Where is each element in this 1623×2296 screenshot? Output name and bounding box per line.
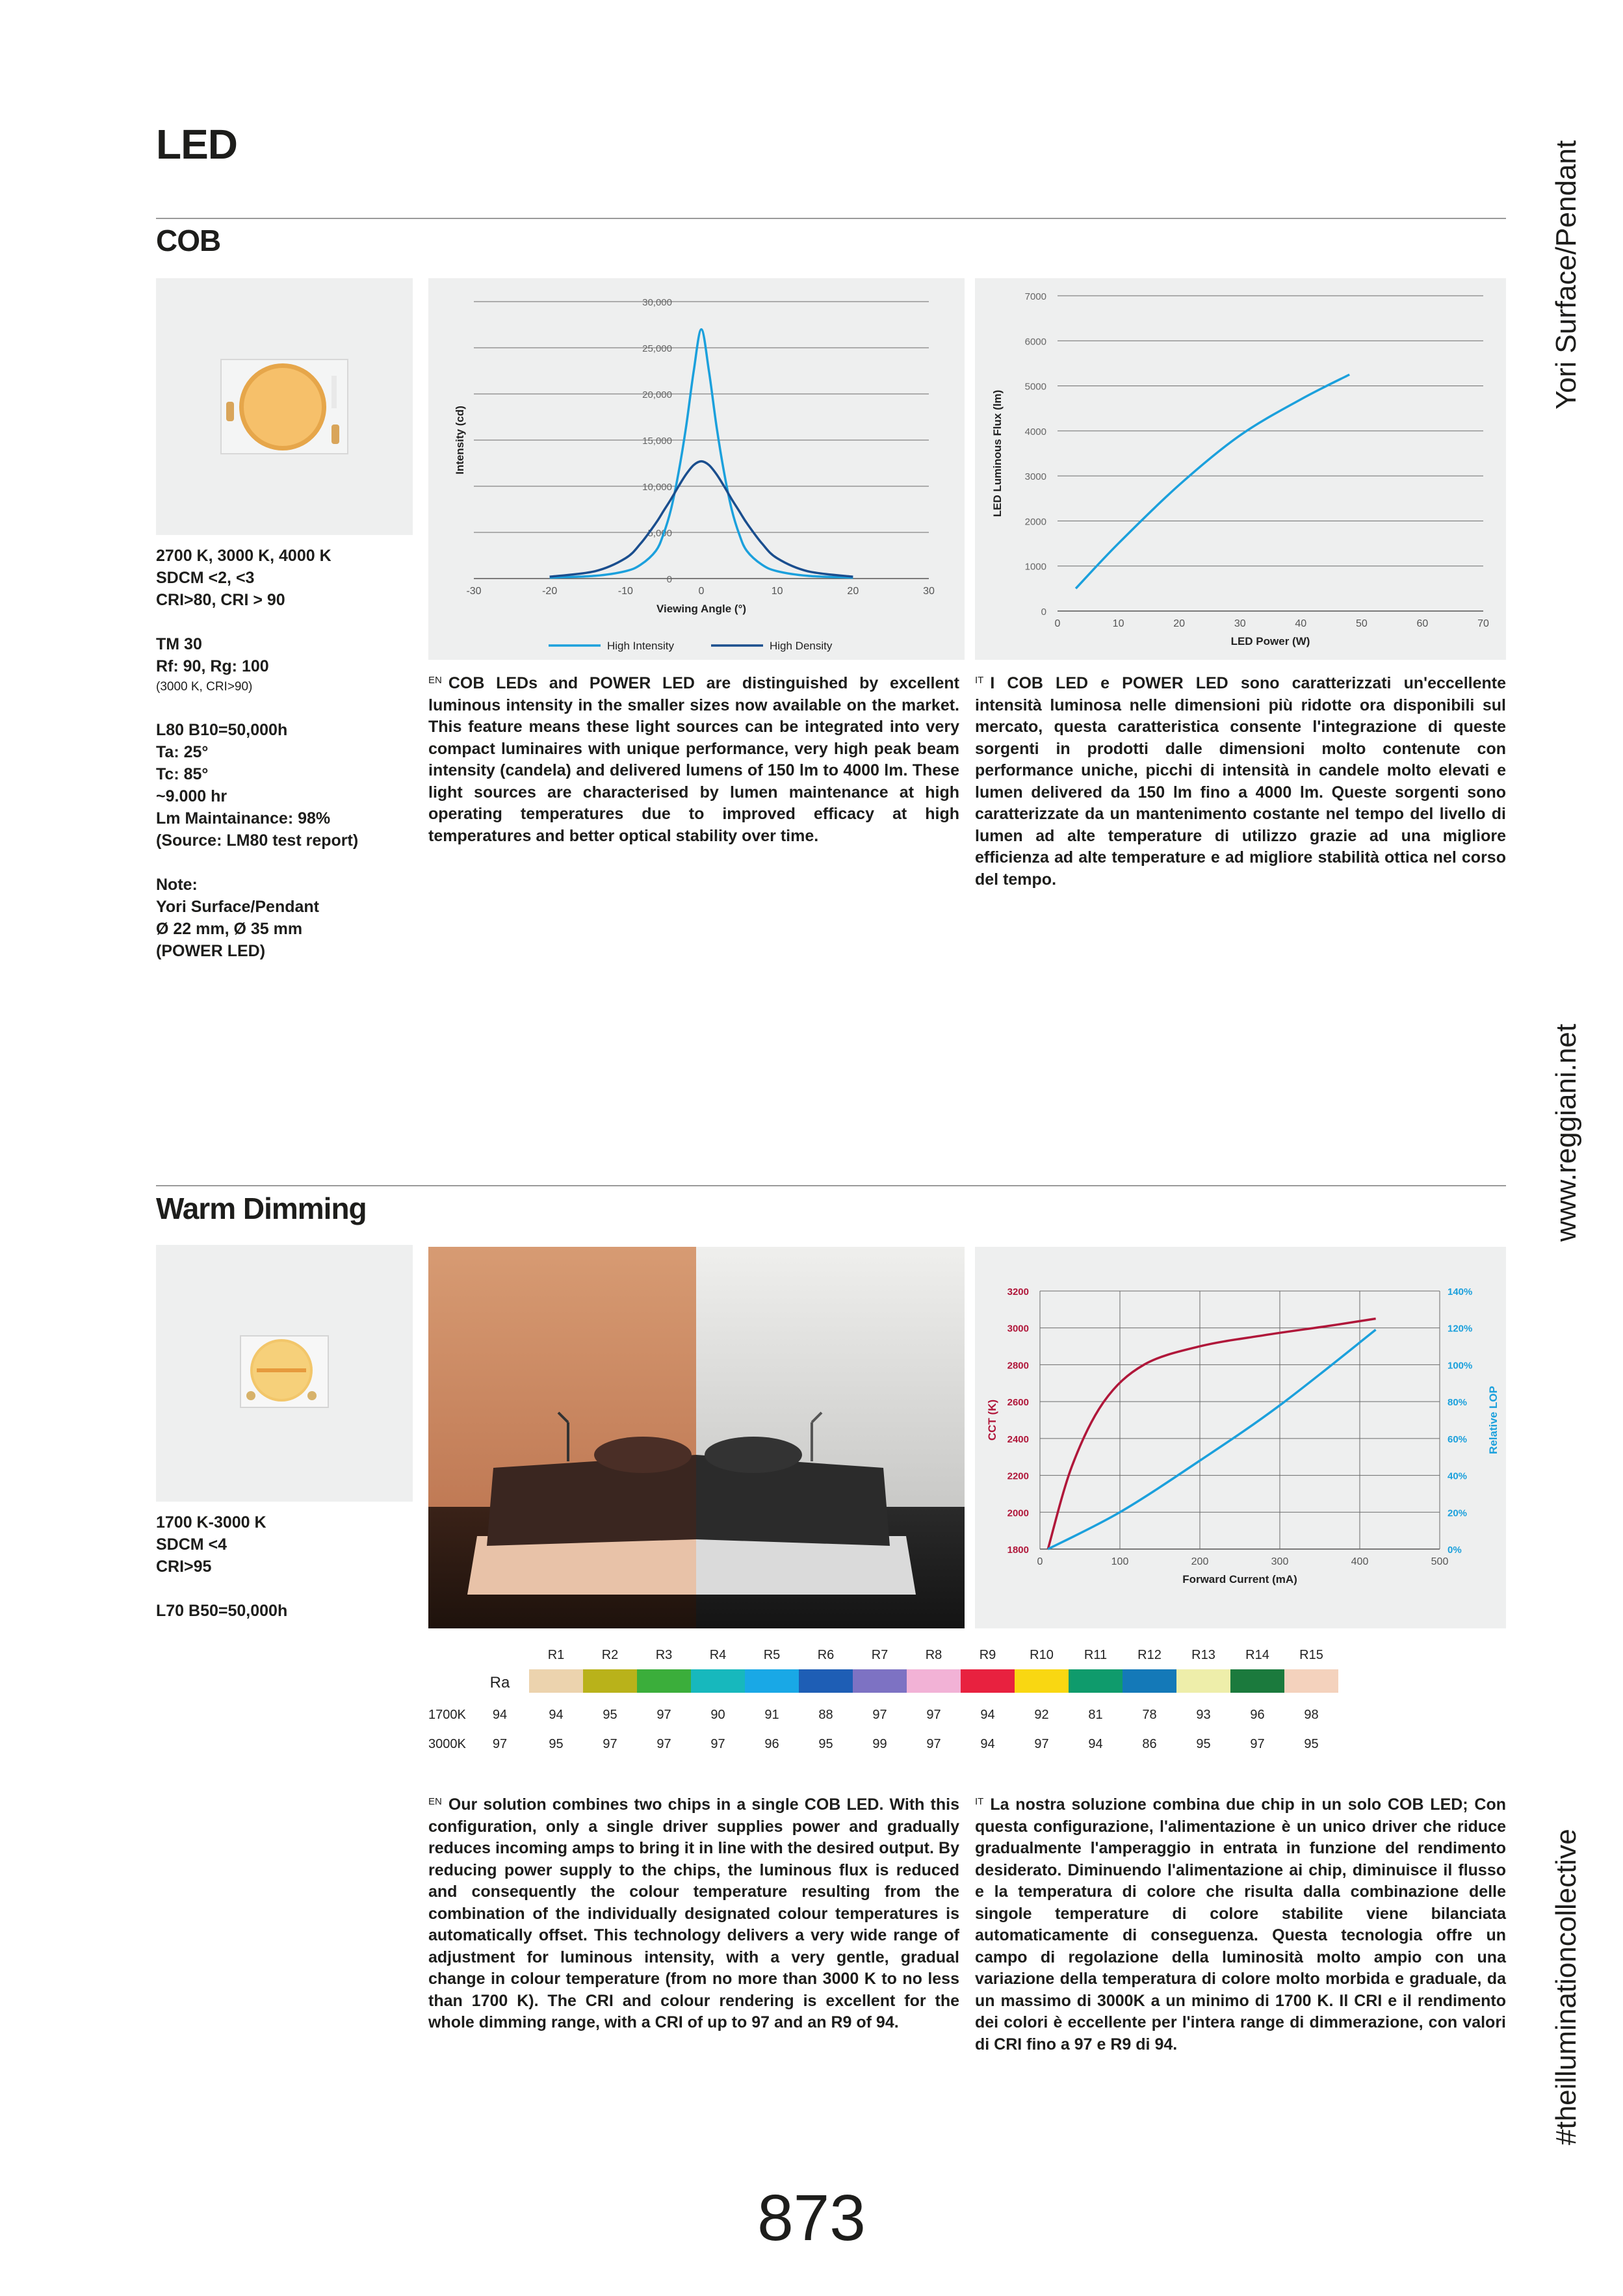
x-tick-label: 200 bbox=[1191, 1556, 1209, 1567]
spec-line: Rf: 90, Rg: 100 bbox=[156, 657, 269, 675]
cct-chart bbox=[975, 1247, 1506, 1628]
divider bbox=[156, 1185, 1506, 1186]
cri-row-label: 3000K bbox=[428, 1737, 466, 1751]
y-tick-label: 0 bbox=[1041, 607, 1046, 618]
y-tick-label: 1800 bbox=[1007, 1545, 1029, 1556]
x-axis-label: LED Power (W) bbox=[1230, 635, 1310, 647]
cri-swatch bbox=[637, 1669, 691, 1693]
spec-line: 2700 K, 3000 K, 4000 K bbox=[156, 547, 331, 565]
warm-led-image bbox=[156, 1245, 413, 1502]
y2-tick-label: 20% bbox=[1448, 1507, 1468, 1519]
lang-tag: EN bbox=[428, 1796, 442, 1807]
spec-line: TM 30 bbox=[156, 635, 202, 653]
lang-tag: IT bbox=[975, 675, 984, 686]
cri-value: 95 bbox=[1304, 1737, 1319, 1751]
page-title: LED bbox=[156, 121, 237, 168]
x-tick-label: 500 bbox=[1431, 1556, 1449, 1567]
cri-value: 97 bbox=[926, 1737, 941, 1751]
y2-tick-label: 60% bbox=[1448, 1433, 1468, 1445]
spec-line: Note: bbox=[156, 876, 198, 894]
spec-line: Tc: 85° bbox=[156, 765, 209, 783]
spec-line: SDCM <2, <3 bbox=[156, 569, 255, 587]
spec-line: Ø 22 mm, Ø 35 mm bbox=[156, 920, 303, 938]
x-tick-label: 30 bbox=[1234, 618, 1246, 629]
hashtag-label: #theilluminationcollective bbox=[1550, 1829, 1582, 2145]
section-title-warm-dimming: Warm Dimming bbox=[156, 1192, 367, 1225]
cri-header: R13 bbox=[1191, 1648, 1215, 1662]
cri-value: 97 bbox=[710, 1737, 725, 1751]
cri-value: 97 bbox=[1250, 1737, 1265, 1751]
spec-line: (3000 K, CRI>90) bbox=[156, 680, 253, 694]
x-tick-label: -20 bbox=[542, 586, 558, 597]
cri-swatch bbox=[799, 1669, 853, 1693]
cri-header: R14 bbox=[1245, 1648, 1269, 1662]
cri-value: 97 bbox=[603, 1737, 617, 1751]
y2-tick-label: 100% bbox=[1448, 1360, 1473, 1372]
y-tick-label: 3000 bbox=[1024, 471, 1046, 483]
spec-line: CRI>80, CRI > 90 bbox=[156, 591, 285, 609]
cri-header: R4 bbox=[709, 1648, 727, 1662]
cob-specs bbox=[156, 545, 416, 962]
flux-chart bbox=[975, 278, 1506, 660]
cri-value: 93 bbox=[1196, 1708, 1211, 1722]
collection-label: Yori Surface/Pendant bbox=[1550, 140, 1582, 410]
y2-tick-label: 120% bbox=[1448, 1323, 1473, 1335]
y-tick-label: 10,000 bbox=[642, 482, 672, 493]
cri-value: 86 bbox=[1142, 1737, 1157, 1751]
cri-value: 97 bbox=[926, 1708, 941, 1722]
spec-line: CRI>95 bbox=[156, 1558, 212, 1576]
cri-swatch bbox=[907, 1669, 961, 1693]
cri-swatch bbox=[745, 1669, 799, 1693]
cri-header: R2 bbox=[601, 1648, 619, 1662]
cri-header: R3 bbox=[655, 1648, 673, 1662]
cri-value: 96 bbox=[1250, 1708, 1265, 1722]
x-tick-label: 20 bbox=[847, 586, 859, 597]
cri-row-label: 1700K bbox=[428, 1708, 466, 1722]
cri-value: 81 bbox=[1088, 1708, 1103, 1722]
legend-label: High Density bbox=[770, 640, 833, 652]
cri-swatch bbox=[691, 1669, 745, 1693]
x-axis-label: Forward Current (mA) bbox=[1182, 1573, 1297, 1585]
cri-swatch bbox=[961, 1669, 1015, 1693]
cri-header: R6 bbox=[817, 1648, 835, 1662]
cri-header: R1 bbox=[547, 1648, 565, 1662]
cri-value: 95 bbox=[818, 1737, 833, 1751]
cri-value: 95 bbox=[549, 1737, 564, 1751]
series-line bbox=[1048, 1330, 1375, 1549]
cob-text-en bbox=[428, 670, 959, 847]
cri-value: 88 bbox=[818, 1708, 833, 1722]
cri-header: R5 bbox=[763, 1648, 781, 1662]
x-tick-label: 300 bbox=[1271, 1556, 1289, 1567]
y-tick-label: 2000 bbox=[1007, 1507, 1029, 1519]
spec-line: 1700 K-3000 K bbox=[156, 1513, 266, 1532]
series-line bbox=[550, 462, 853, 577]
cri-header: R15 bbox=[1299, 1648, 1323, 1662]
cri-value: 94 bbox=[980, 1737, 995, 1751]
series-line bbox=[1076, 374, 1349, 588]
y-tick-label: 3000 bbox=[1007, 1323, 1029, 1335]
y-tick-label: 15,000 bbox=[642, 436, 672, 447]
warm-paragraph-it: La nostra soluzione combina due chip in un solo COB LED; Con questa configurazione, l'alimentazione è un unico driver che riduce gradualmente l'amperaggio in entrata in funzione del rendimento desiderato. Diminuendo l'alimentazione ai chip, diminuisce il flusso e la temperatura di colore che risulta dalla combinazione delle singole temperature di colore stabilite viene bilanciata automaticamente di conseguenza. Questa tecnologia offre un campo di regolazione della luminosità molto ampio con una variazione della temperatura di colore molto morbida e graduale, da un massimo di 3000K a un minimo di 1700 K. Il CRI e il rendimento dei colori è eccellente per l'intera range di dimmerazione, con valori di CRI fino a 97 e R9 di 94. bbox=[975, 1795, 1506, 2054]
cri-value: 90 bbox=[710, 1708, 725, 1722]
cri-value: 99 bbox=[872, 1737, 887, 1751]
cri-value: 94 bbox=[980, 1708, 995, 1722]
warm-paragraph-en: Our solution combines two chips in a single COB LED. With this configuration, only a single driver supplies power and gradually reduces incoming amps to bring it in line with the desired output. By reducing power supply to the chips, the luminous flux is reduced and consequently the colour temperature resulting from the combination of the individually designated colour temperatures is automatically offset. This technology delivers a very wide range of adjustment for luminous intensity, with a very gentle, gradual change in colour temperature (from no more than 3000 K to no less than 1700 K). The CRI and colour rendering is excellent for the whole dimming range, with a CRI of up to 97 and an R9 of 94. bbox=[428, 1795, 959, 2031]
spec-line: Lm Maintainance: 98% bbox=[156, 809, 331, 828]
x-tick-label: 0 bbox=[698, 586, 705, 597]
cri-header: R10 bbox=[1030, 1648, 1054, 1662]
cri-swatch bbox=[1230, 1669, 1284, 1693]
spec-line: Ta: 25° bbox=[156, 743, 209, 761]
spec-line: L70 B50=50,000h bbox=[156, 1602, 288, 1620]
y-tick-label: 2800 bbox=[1007, 1360, 1029, 1372]
cob-paragraph-it: I COB LED e POWER LED sono caratterizzati un'eccellente intensità luminosa nelle dimensioni più ridotte ora disponibili sul mercato, questa caratteristica consente l'integrazione di queste sorgenti in prodotti dalle dimensioni molto contenute con performance uniche, picchi di intensità in candele molto elevati e lumen delivered da 150 lm fino a 4000 lm. Queste sorgenti sono caratterizzate da un mantenimento costante nel tempo del livello di lumen ad alte temperature di utilizzo grazie ad una migliore efficienza ad alte temperature e ad migliore stabilità ottica nel corso del tempo. bbox=[975, 674, 1506, 889]
x-tick-label: 60 bbox=[1416, 618, 1429, 629]
x-tick-label: -10 bbox=[617, 586, 633, 597]
lang-tag: IT bbox=[975, 1796, 984, 1807]
page-number: 873 bbox=[757, 2182, 866, 2254]
y-axis-label: CCT (K) bbox=[986, 1399, 998, 1441]
cri-swatch bbox=[853, 1669, 907, 1693]
cri-header: R8 bbox=[925, 1648, 942, 1662]
ra-header: Ra bbox=[489, 1674, 510, 1691]
spec-line: (Source: LM80 test report) bbox=[156, 831, 359, 850]
warm-text-it bbox=[975, 1791, 1506, 2055]
y2-axis-label: Relative LOP bbox=[1487, 1386, 1500, 1454]
y-tick-label: 3200 bbox=[1007, 1286, 1029, 1298]
cri-value: 97 bbox=[656, 1708, 671, 1722]
spec-line: Yori Surface/Pendant bbox=[156, 898, 319, 916]
y-tick-label: 0 bbox=[666, 574, 672, 585]
cri-value: 94 bbox=[1088, 1737, 1103, 1751]
cri-header: R7 bbox=[871, 1648, 889, 1662]
x-tick-label: 20 bbox=[1173, 618, 1186, 629]
x-tick-label: 50 bbox=[1355, 618, 1368, 629]
y-axis-label: Intensity (cd) bbox=[454, 406, 466, 475]
cri-value: 78 bbox=[1142, 1708, 1157, 1722]
cri-value: 98 bbox=[1304, 1708, 1319, 1722]
cri-table bbox=[428, 1646, 1364, 1760]
cri-swatch bbox=[1284, 1669, 1338, 1693]
y-tick-label: 7000 bbox=[1024, 291, 1046, 302]
cob-text-it bbox=[975, 670, 1506, 891]
y2-tick-label: 0% bbox=[1448, 1545, 1462, 1556]
y-tick-label: 25,000 bbox=[642, 343, 672, 354]
y-tick-label: 4000 bbox=[1024, 426, 1046, 437]
spec-line: L80 B10=50,000h bbox=[156, 721, 288, 739]
y-tick-label: 2400 bbox=[1007, 1433, 1029, 1445]
y-tick-label: 30,000 bbox=[642, 297, 672, 308]
cri-header: R9 bbox=[979, 1648, 996, 1662]
y-tick-label: 5,000 bbox=[647, 528, 672, 539]
x-tick-label: 0 bbox=[1037, 1556, 1043, 1567]
cob-paragraph-en: COB LEDs and POWER LED are distinguished by excellent luminous intensity in the smaller sizes now available on the market. This feature means these light sources can be integrated into very compact luminaires with unique performance, very high peak beam intensity (candela) and delivered lumens of 150 lm to 4000 lm. These light sources are characterised by lumen maintenance at high operating temperatures due to improved efficacy at high temperatures and better optical stability over time. bbox=[428, 674, 959, 845]
x-tick-label: 0 bbox=[1054, 618, 1061, 629]
warm-text-en bbox=[428, 1791, 959, 2034]
x-tick-label: 40 bbox=[1295, 618, 1307, 629]
cri-ra-value: 94 bbox=[492, 1708, 508, 1722]
cri-value: 97 bbox=[656, 1737, 671, 1751]
bedroom-photo bbox=[428, 1247, 965, 1628]
cri-value: 94 bbox=[549, 1708, 564, 1722]
spec-line: SDCM <4 bbox=[156, 1535, 227, 1554]
x-tick-label: 10 bbox=[1112, 618, 1124, 629]
cri-swatch bbox=[1069, 1669, 1123, 1693]
x-tick-label: 100 bbox=[1111, 1556, 1129, 1567]
spec-line: ~9.000 hr bbox=[156, 787, 227, 805]
spec-line: (POWER LED) bbox=[156, 942, 266, 960]
lang-tag: EN bbox=[428, 675, 442, 686]
intensity-chart bbox=[428, 278, 965, 660]
x-tick-label: 400 bbox=[1351, 1556, 1369, 1567]
divider bbox=[156, 218, 1506, 219]
x-tick-label: 70 bbox=[1477, 618, 1489, 629]
cri-swatch bbox=[1176, 1669, 1230, 1693]
cri-swatch bbox=[1015, 1669, 1069, 1693]
section-title-cob: COB bbox=[156, 224, 221, 257]
x-axis-label: Viewing Angle (°) bbox=[656, 603, 747, 615]
y2-tick-label: 140% bbox=[1448, 1286, 1473, 1298]
warm-specs bbox=[156, 1511, 416, 1622]
cri-value: 97 bbox=[1034, 1737, 1049, 1751]
y-tick-label: 2200 bbox=[1007, 1470, 1029, 1482]
cri-value: 95 bbox=[1196, 1737, 1211, 1751]
y-tick-label: 5000 bbox=[1024, 381, 1046, 393]
y-axis-label: LED Luminous Flux (lm) bbox=[991, 389, 1004, 517]
series-line bbox=[550, 330, 853, 578]
cri-value: 96 bbox=[764, 1737, 779, 1751]
website-label: www.reggiani.net bbox=[1550, 1023, 1582, 1242]
x-tick-label: 10 bbox=[771, 586, 783, 597]
cri-header: R11 bbox=[1084, 1648, 1108, 1662]
cri-value: 95 bbox=[603, 1708, 617, 1722]
series-line bbox=[1048, 1319, 1375, 1549]
y-tick-label: 6000 bbox=[1024, 336, 1046, 348]
x-tick-label: 30 bbox=[923, 586, 935, 597]
y2-tick-label: 80% bbox=[1448, 1397, 1468, 1409]
cob-led-image bbox=[156, 278, 413, 535]
y-tick-label: 1000 bbox=[1024, 561, 1046, 573]
x-tick-label: -30 bbox=[466, 586, 482, 597]
cri-swatch bbox=[529, 1669, 583, 1693]
cri-value: 92 bbox=[1034, 1708, 1049, 1722]
cri-value: 91 bbox=[764, 1708, 779, 1722]
cri-ra-value: 97 bbox=[492, 1737, 508, 1751]
y2-tick-label: 40% bbox=[1448, 1470, 1468, 1482]
y-tick-label: 2000 bbox=[1024, 516, 1046, 528]
cri-swatch bbox=[583, 1669, 637, 1693]
y-tick-label: 2600 bbox=[1007, 1397, 1029, 1409]
legend-label: High Intensity bbox=[607, 640, 674, 652]
cri-value: 97 bbox=[872, 1708, 887, 1722]
y-tick-label: 20,000 bbox=[642, 389, 672, 400]
cri-header: R12 bbox=[1137, 1648, 1162, 1662]
cri-swatch bbox=[1123, 1669, 1176, 1693]
